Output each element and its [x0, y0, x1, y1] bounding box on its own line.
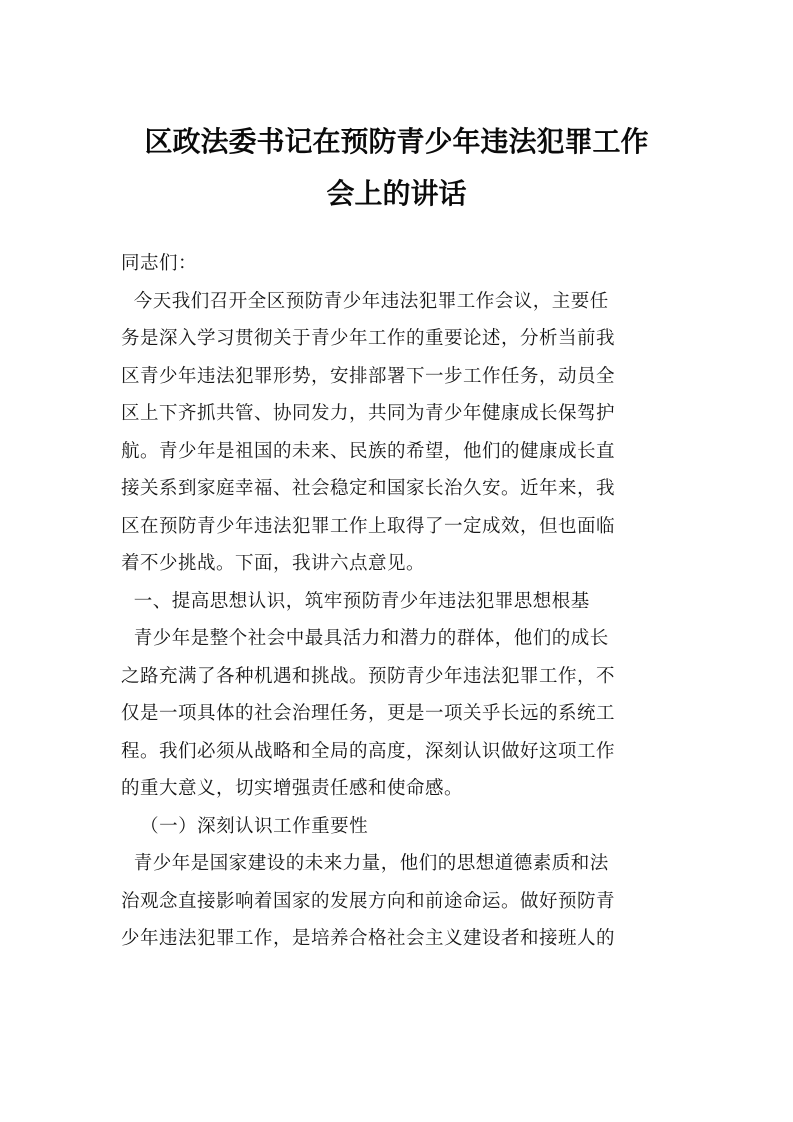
document-title-line-1: 区政法委书记在预防青少年违法犯罪工作 — [144, 125, 649, 158]
body-line: 接关系到家庭幸福、社会稳定和国家长治久安。近年来，我 — [121, 478, 616, 499]
body-line: 今天我们召开全区预防青少年违法犯罪工作会议，主要任 — [121, 290, 609, 312]
section-heading: 一、提高思想认识，筑牢预防青少年违法犯罪思想根基 — [121, 590, 590, 612]
body-line: 区在预防青少年违法犯罪工作上取得了一定成效，但也面临 — [121, 515, 616, 537]
body-line: 区上下齐抓共管、协同发力，共同为青少年健康成长保驾护 — [121, 403, 616, 424]
body-line: 治观念直接影响着国家的发展方向和前途命运。做好预防青 — [121, 890, 616, 912]
body-line: 少年违法犯罪工作，是培养合格社会主义建设者和接班人的 — [121, 928, 616, 949]
body-line: 区青少年违法犯罪形势，安排部署下一步工作任务，动员全 — [121, 365, 616, 387]
body-line: 务是深入学习贯彻关于青少年工作的重要论述，分析当前我 — [121, 328, 616, 349]
body-line: 青少年是国家建设的未来力量，他们的思想道德素质和法 — [121, 853, 609, 874]
body-line: 航。青少年是祖国的未来、民族的希望，他们的健康成长直 — [121, 440, 616, 462]
body-line: 程。我们必须从战略和全局的高度，深刻认识做好这项工作 — [121, 740, 616, 762]
body-line: 仅是一项具体的社会治理任务，更是一项关乎长远的系统工 — [121, 703, 616, 724]
body-line: 的重大意义，切实增强责任感和使命感。 — [121, 778, 464, 799]
body-line: 着不少挑战。下面，我讲六点意见。 — [121, 553, 426, 574]
salutation: 同志们： — [121, 253, 198, 274]
subsection-heading: （一）深刻认识工作重要性 — [121, 815, 369, 837]
body-line: 青少年是整个社会中最具活力和潜力的群体，他们的成长 — [121, 628, 609, 649]
document-body — [121, 245, 681, 958]
document-title-line-2: 会上的讲话 — [326, 177, 467, 210]
body-line: 之路充满了各种机遇和挑战。预防青少年违法犯罪工作，不 — [121, 665, 616, 687]
